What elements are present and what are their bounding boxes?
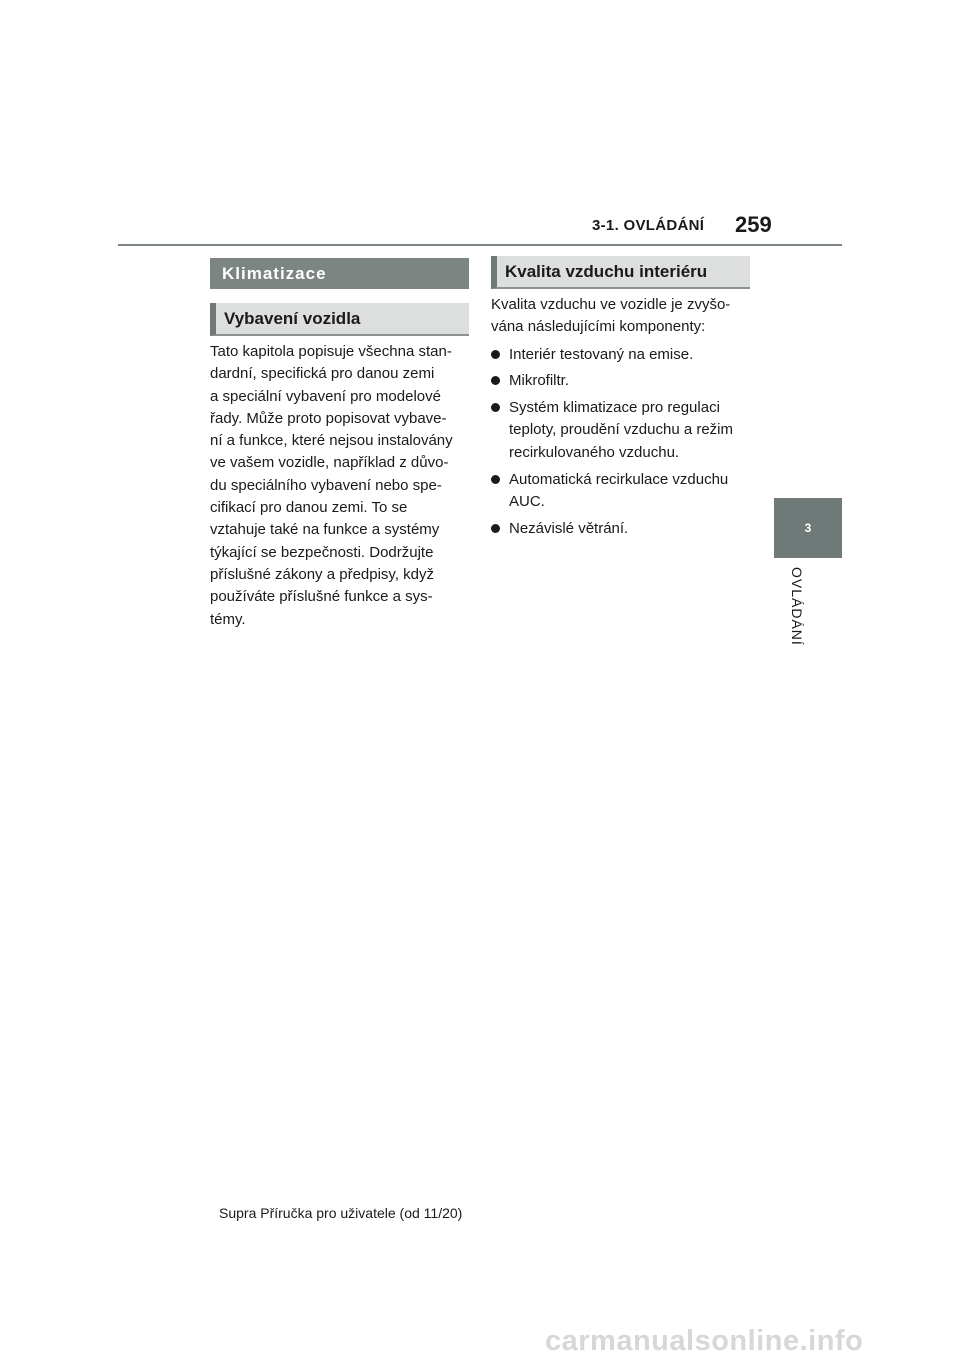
list-item-text: Interiér testovaný na emise. — [509, 345, 694, 363]
bullet-icon — [491, 475, 500, 484]
chapter-number: 3 — [804, 521, 812, 535]
watermark: carmanualsonline.info — [545, 1325, 864, 1357]
section-label: 3-1. OVLÁDÁNÍ — [592, 217, 705, 234]
list-item-text: Systém klimatizace pro regulaci teploty, proudění vzduchu a režim recirkulovaného vzduchu. — [509, 399, 734, 461]
equipment-paragraph: Tato kapitola popisuje všechna stan- dardní, specifická pro danou zemi a speciální vybavení pro modelové řady. Může proto popisovat vybave- ní a funkce, které nejsou instalovány ve vašem vozidle, například z důvo- du speciálního vybavení nebo spe- cifikací pro danou zemi. To se vztahuje také na funkce a systémy týkající se bezpečnosti. Dodržujte příslušné zákony a předpisy, když používáte příslušné funkce a sys- témy. — [210, 343, 453, 628]
subheading-text: Kvalita vzduchu interiéru — [505, 261, 708, 281]
list-item — [491, 469, 756, 514]
section-heading — [210, 258, 469, 289]
bullet-icon — [491, 350, 500, 359]
subheading-text: Vybavení vozidla — [224, 308, 361, 328]
right-column-body — [491, 294, 756, 544]
air-quality-intro: Kvalita vzduchu ve vozidle je zvyšo- vána následujícími komponenty: — [491, 296, 731, 336]
page-number: 259 — [735, 212, 772, 237]
component-list — [491, 344, 756, 540]
chapter-label: OVLÁDÁNÍ — [789, 567, 805, 646]
footer-text: Supra Příručka pro uživatele (od 11/20) — [219, 1205, 463, 1221]
bullet-icon — [491, 403, 500, 412]
subheading-vehicle-equipment — [210, 303, 469, 336]
left-column-body — [210, 341, 472, 631]
list-item — [491, 397, 756, 464]
section-heading-text: Klimatizace — [222, 263, 327, 283]
list-item-text: Mikrofiltr. — [509, 372, 569, 390]
header-divider — [118, 244, 842, 246]
list-item — [491, 518, 756, 540]
chapter-tab — [774, 498, 842, 558]
list-item — [491, 370, 756, 392]
subheading-air-quality — [491, 256, 750, 289]
bullet-icon — [491, 524, 500, 533]
bullet-icon — [491, 376, 500, 385]
list-item — [491, 344, 756, 366]
list-item-text: Nezávislé větrání. — [509, 519, 629, 537]
list-item-text: Automatická recirkulace vzduchu AUC. — [509, 470, 729, 510]
